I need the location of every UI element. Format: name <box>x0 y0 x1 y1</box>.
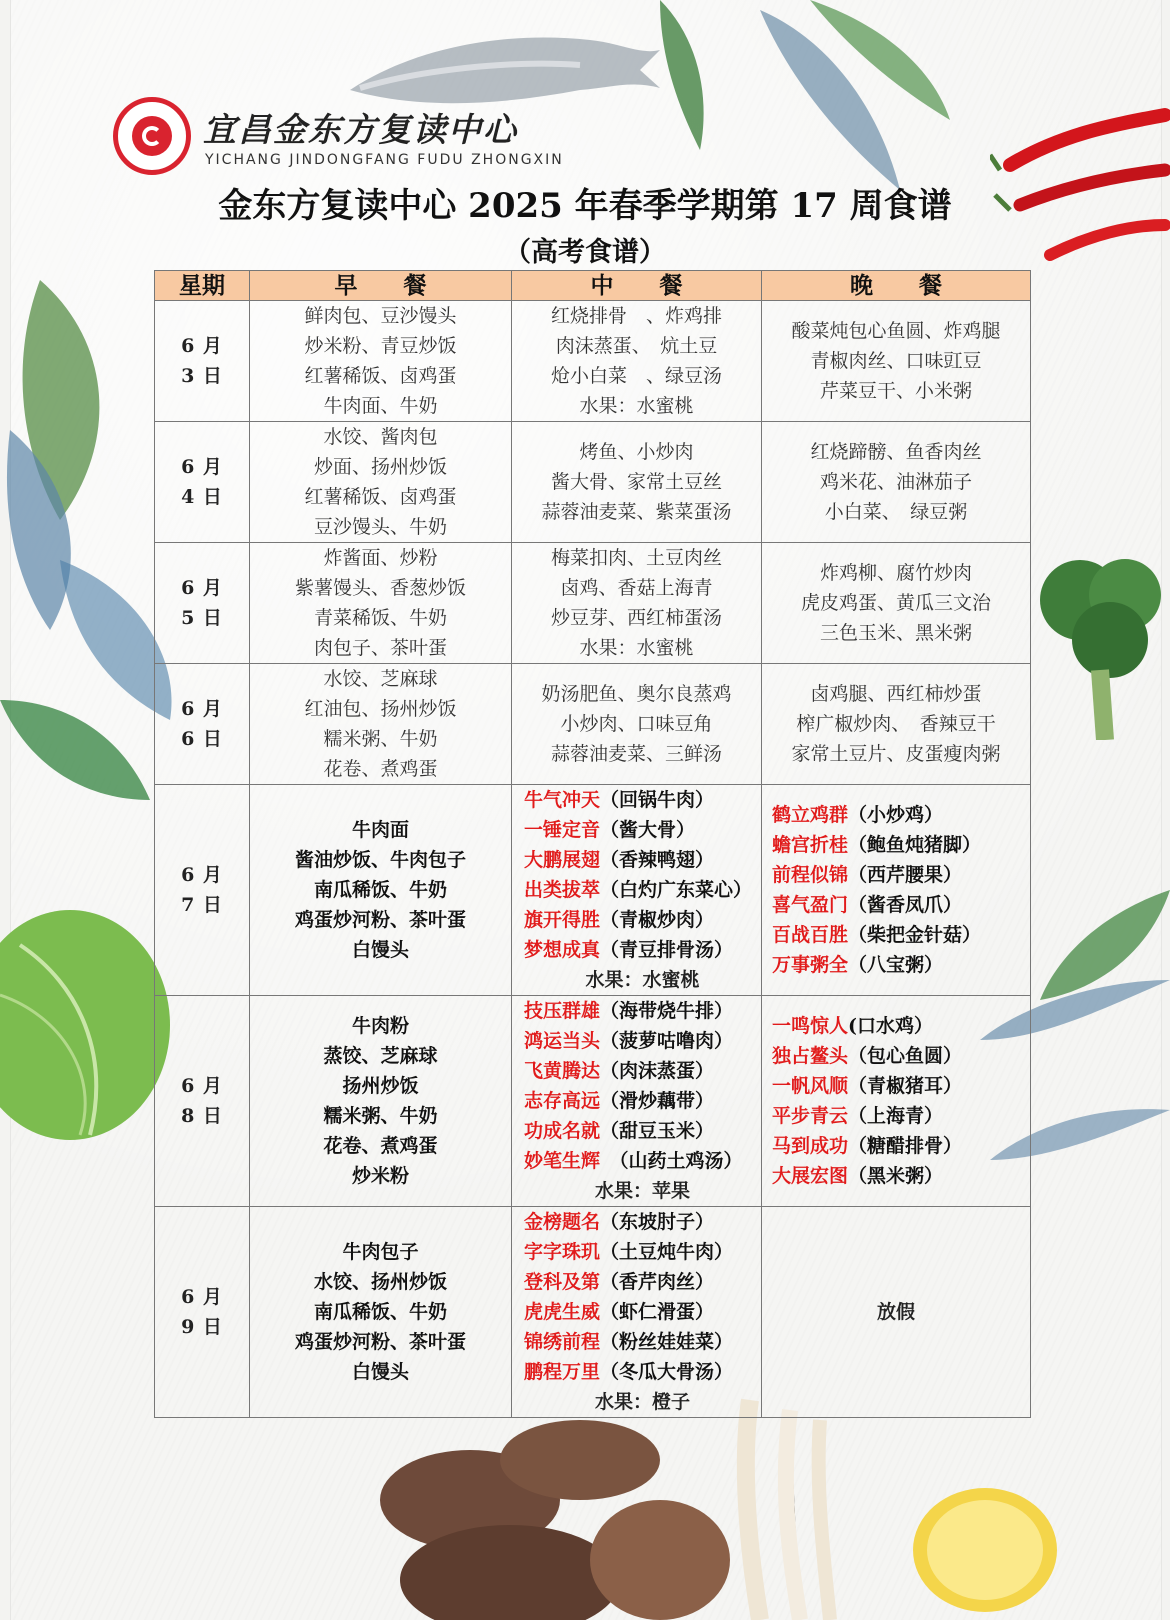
dish-blessing-phrase: 登科及第 <box>524 1271 601 1293</box>
dish-blessing-phrase: 百战百胜 <box>772 924 849 946</box>
lunch-dish <box>524 1146 761 1176</box>
day-date: 9 日 <box>181 1316 223 1338</box>
breakfast-item: 炒米粉、青豆炒饭 <box>304 335 457 357</box>
dinner-dish <box>772 950 1030 980</box>
dish-blessing-phrase: 飞黄腾达 <box>524 1060 601 1082</box>
mushroom-illustration <box>360 1390 920 1620</box>
dish-blessing-phrase: 大展宏图 <box>772 1165 849 1187</box>
day-date: 8 日 <box>181 1105 223 1127</box>
page-title: 金东方复读中心 2025 年春季学期第 17 周食谱 <box>218 186 952 226</box>
breakfast-cell <box>250 1207 512 1418</box>
dish-name: （八宝粥） <box>848 954 944 976</box>
day-cell <box>155 664 250 785</box>
lunch-item: 蒜蓉油麦菜、三鲜汤 <box>550 743 722 765</box>
lunch-dish <box>524 1357 761 1387</box>
dish-blessing-phrase: 旗开得胜 <box>524 909 601 931</box>
breakfast-item: 南瓜稀饭、牛奶 <box>313 1301 447 1323</box>
dinner-dish <box>772 1071 1030 1101</box>
dish-name: （酱大骨） <box>600 819 696 841</box>
dish-name: （青椒猪耳） <box>848 1075 963 1097</box>
lunch-item: 水果：水蜜桃 <box>579 637 694 659</box>
dinner-item: 青椒肉丝、口味豇豆 <box>810 350 982 372</box>
dish-name: （包心鱼圆） <box>848 1045 963 1067</box>
lunch-dish <box>524 935 761 965</box>
breakfast-item: 红薯稀饭、卤鸡蛋 <box>304 365 457 387</box>
lunch-dish <box>524 1086 761 1116</box>
lunch-dish <box>524 1297 761 1327</box>
breakfast-cell <box>250 422 512 543</box>
breakfast-item: 糯米粥、牛奶 <box>323 1105 438 1127</box>
dish-name: （海带烧牛排） <box>600 1000 734 1022</box>
lunch-item: 炝小白菜 、绿豆汤 <box>550 365 722 387</box>
school-logo <box>113 97 191 175</box>
lunch-dish <box>524 1207 761 1237</box>
day-cell <box>155 422 250 543</box>
dinner-cell <box>762 996 1031 1207</box>
dinner-dish <box>772 860 1030 890</box>
breakfast-cell <box>250 664 512 785</box>
lunch-item: 炒豆芽、西红柿蛋汤 <box>550 607 722 629</box>
breakfast-item: 酱油炒饭、牛肉包子 <box>294 849 466 871</box>
day-month: 6 月 <box>181 456 223 478</box>
lunch-item: 梅菜扣肉、土豆肉丝 <box>550 547 722 569</box>
dinner-dish <box>772 830 1030 860</box>
dish-name: （糖醋排骨） <box>848 1135 963 1157</box>
dinner-dish <box>772 1011 1030 1041</box>
lunch-cell <box>512 996 762 1207</box>
breakfast-item: 牛肉粉 <box>351 1015 409 1037</box>
breakfast-cell <box>250 543 512 664</box>
day-month: 6 月 <box>181 1075 223 1097</box>
breakfast-item: 花卷、煮鸡蛋 <box>323 758 438 780</box>
lunch-dish <box>524 1116 761 1146</box>
lunch-item: 红烧排骨 、炸鸡排 <box>550 305 722 327</box>
lunch-item: 烤鱼、小炒肉 <box>579 441 694 463</box>
dinner-dish <box>772 800 1030 830</box>
lunch-fruit: 水果：苹果 <box>594 1180 690 1202</box>
dinner-cell <box>762 301 1031 422</box>
brand-name-chinese: 宜昌金东方复读中心 <box>203 110 518 149</box>
lunch-item: 小炒肉、口味豆角 <box>560 713 713 735</box>
lunch-dish <box>524 785 761 815</box>
day-date: 6 日 <box>181 728 223 750</box>
lunch-dish <box>524 1327 761 1357</box>
day-month: 6 月 <box>181 864 223 886</box>
dish-blessing-phrase: 鹏程万里 <box>524 1361 601 1383</box>
dinner-dish <box>772 1161 1030 1191</box>
dish-blessing-phrase: 万事粥全 <box>772 954 849 976</box>
breakfast-item: 鸡蛋炒河粉、茶叶蛋 <box>294 909 466 931</box>
dinner-item: 酸菜炖包心鱼圆、炸鸡腿 <box>791 320 1001 342</box>
day-date: 3 日 <box>181 365 223 387</box>
breakfast-item: 南瓜稀饭、牛奶 <box>313 879 447 901</box>
dish-name: （小炒鸡） <box>848 804 944 826</box>
table-header-row <box>155 271 1031 301</box>
dish-blessing-phrase: 蟾宫折桂 <box>772 834 849 856</box>
breakfast-item: 肉包子、茶叶蛋 <box>313 637 447 659</box>
breakfast-item: 红薯稀饭、卤鸡蛋 <box>304 486 457 508</box>
dish-name: （东坡肘子） <box>600 1211 715 1233</box>
table-row <box>155 664 1031 785</box>
dish-blessing-phrase: 牛气冲天 <box>524 789 601 811</box>
dish-blessing-phrase: 功成名就 <box>524 1120 601 1142</box>
dish-blessing-phrase: 马到成功 <box>772 1135 849 1157</box>
breakfast-item: 青菜稀饭、牛奶 <box>313 607 447 629</box>
dinner-cell <box>762 1207 1031 1418</box>
day-cell <box>155 543 250 664</box>
dinner-item: 炸鸡柳、腐竹炒肉 <box>819 562 972 584</box>
lunch-dish <box>524 1237 761 1267</box>
dish-name: （白灼广东菜心） <box>600 879 753 901</box>
dinner-dish <box>772 890 1030 920</box>
holiday-label: 放假 <box>876 1301 915 1323</box>
header-weekday: 星期 <box>155 271 250 301</box>
breakfast-cell <box>250 301 512 422</box>
day-month: 6 月 <box>181 698 223 720</box>
lunch-dish <box>524 1267 761 1297</box>
dinner-item: 榨广椒炒肉、 香辣豆干 <box>796 713 996 735</box>
dish-blessing-phrase: 一帆风顺 <box>772 1075 849 1097</box>
breakfast-item: 炒米粉 <box>351 1165 409 1187</box>
dish-name: （土豆炖牛肉） <box>600 1241 734 1263</box>
breakfast-item: 炒面、扬州炒饭 <box>313 456 447 478</box>
breakfast-item: 花卷、煮鸡蛋 <box>323 1135 438 1157</box>
header-breakfast: 早 餐 <box>250 271 512 301</box>
day-month: 6 月 <box>181 335 223 357</box>
page-subtitle: （高考食谱） <box>504 237 666 268</box>
dinner-cell <box>762 664 1031 785</box>
table-row <box>155 301 1031 422</box>
lunch-item: 酱大骨、家常土豆丝 <box>550 471 722 493</box>
dish-blessing-phrase: 独占鳌头 <box>772 1045 849 1067</box>
lemon-illustration <box>905 1470 1065 1620</box>
lunch-cell <box>512 785 762 996</box>
leaf-illustration-top-right <box>640 0 960 200</box>
lunch-dish <box>524 1056 761 1086</box>
lunch-cell <box>512 301 762 422</box>
dish-blessing-phrase: 前程似锦 <box>772 864 849 886</box>
dish-blessing-phrase: 金榜题名 <box>524 1211 601 1233</box>
dish-blessing-phrase: 一鸣惊人 <box>772 1015 849 1037</box>
lunch-item: 蒜蓉油麦菜、紫菜蛋汤 <box>541 501 732 523</box>
breakfast-item: 牛肉面 <box>351 819 409 841</box>
dish-blessing-phrase: 喜气盈门 <box>772 894 849 916</box>
breakfast-item: 紫薯馒头、香葱炒饭 <box>294 577 466 599</box>
dish-name: （西芹腰果） <box>848 864 963 886</box>
lunch-dish <box>524 875 761 905</box>
header-dinner: 晚 餐 <box>762 271 1031 301</box>
dish-name: （黑米粥） <box>848 1165 944 1187</box>
breakfast-item: 水饺、芝麻球 <box>323 668 438 690</box>
breakfast-item: 豆沙馒头、牛奶 <box>313 516 447 538</box>
day-cell <box>155 301 250 422</box>
dish-name: （柴把金针菇） <box>848 924 982 946</box>
lunch-cell <box>512 422 762 543</box>
dinner-cell <box>762 543 1031 664</box>
lunch-cell <box>512 664 762 785</box>
dish-blessing-phrase: 鸿运当头 <box>524 1030 601 1052</box>
dish-blessing-phrase: 平步青云 <box>772 1105 849 1127</box>
breakfast-item: 扬州炒饭 <box>342 1075 419 1097</box>
broccoli-illustration <box>1010 540 1170 740</box>
dish-blessing-phrase: 大鹏展翅 <box>524 849 601 871</box>
dish-blessing-phrase: 妙笔生辉 <box>524 1150 601 1172</box>
lunch-dish <box>524 815 761 845</box>
dish-blessing-phrase: 梦想成真 <box>524 939 601 961</box>
dinner-cell <box>762 422 1031 543</box>
breakfast-item: 红油包、扬州炒饭 <box>304 698 457 720</box>
lunch-dish <box>524 996 761 1026</box>
table-row <box>155 1207 1031 1418</box>
day-date: 7 日 <box>181 894 223 916</box>
weekly-menu-table <box>154 270 1031 1418</box>
dish-blessing-phrase: 出类拔萃 <box>524 879 601 901</box>
dish-name: （甜豆玉米） <box>600 1120 715 1142</box>
dish-name: （冬瓜大骨汤） <box>600 1361 734 1383</box>
dinner-item: 家常土豆片、皮蛋瘦肉粥 <box>791 743 1001 765</box>
breakfast-item: 牛肉面、牛奶 <box>323 395 438 417</box>
dinner-cell <box>762 785 1031 996</box>
breakfast-item: 水饺、扬州炒饭 <box>313 1271 447 1293</box>
breakfast-item: 鲜肉包、豆沙馒头 <box>304 305 457 327</box>
dinner-item: 卤鸡腿、西红柿炒蛋 <box>810 683 982 705</box>
lunch-item: 卤鸡、香菇上海青 <box>560 577 713 599</box>
table-row <box>155 422 1031 543</box>
table-row <box>155 785 1031 996</box>
dish-blessing-phrase: 虎虎生威 <box>524 1301 601 1323</box>
dish-name: （酱香凤爪） <box>848 894 963 916</box>
lunch-dish <box>524 905 761 935</box>
lunch-item: 肉沫蒸蛋、 炕土豆 <box>555 335 718 357</box>
lunch-dish <box>524 1026 761 1056</box>
lunch-dish <box>524 845 761 875</box>
table-row <box>155 996 1031 1207</box>
day-date: 5 日 <box>181 607 223 629</box>
dish-name: （菠萝咕噜肉） <box>600 1030 734 1052</box>
dish-name: (口水鸡） <box>848 1015 934 1037</box>
lunch-item: 奶汤肥鱼、奥尔良蒸鸡 <box>541 683 732 705</box>
lunch-item: 水果：水蜜桃 <box>579 395 694 417</box>
day-month: 6 月 <box>181 577 223 599</box>
dish-blessing-phrase: 技压群雄 <box>524 1000 601 1022</box>
dish-blessing-phrase: 鹤立鸡群 <box>772 804 849 826</box>
dish-name: （上海青） <box>848 1105 944 1127</box>
dish-name: （青豆排骨汤） <box>600 939 734 961</box>
dish-name: （肉沫蒸蛋） <box>600 1060 715 1082</box>
dinner-dish <box>772 1101 1030 1131</box>
dish-name: （滑炒藕带） <box>600 1090 715 1112</box>
dish-blessing-phrase: 志存高远 <box>524 1090 601 1112</box>
breakfast-cell <box>250 996 512 1207</box>
lunch-fruit: 水果：橙子 <box>594 1391 690 1413</box>
breakfast-item: 白馒头 <box>351 939 409 961</box>
dish-name: （粉丝娃娃菜） <box>600 1331 734 1353</box>
lunch-fruit: 水果：水蜜桃 <box>585 969 700 991</box>
dish-name: （山药土鸡汤） <box>600 1150 743 1172</box>
day-date: 4 日 <box>181 486 223 508</box>
day-cell <box>155 996 250 1207</box>
dish-blessing-phrase: 字字珠玑 <box>524 1241 601 1263</box>
dinner-item: 小白菜、 绿豆粥 <box>824 501 968 523</box>
brand-name-english: YICHANG JINDONGFANG FUDU ZHONGXIN <box>205 152 564 168</box>
dish-name: （香辣鸭翅） <box>600 849 715 871</box>
breakfast-item: 鸡蛋炒河粉、茶叶蛋 <box>294 1331 466 1353</box>
dish-blessing-phrase: 一锤定音 <box>524 819 601 841</box>
dinner-dish <box>772 1131 1030 1161</box>
dinner-item: 鸡米花、油淋茄子 <box>819 471 972 493</box>
day-cell <box>155 785 250 996</box>
dinner-item: 红烧蹄髈、鱼香肉丝 <box>810 441 982 463</box>
breakfast-item: 白馒头 <box>351 1361 409 1383</box>
breakfast-cell <box>250 785 512 996</box>
day-month: 6 月 <box>181 1286 223 1308</box>
header-lunch: 中 餐 <box>512 271 762 301</box>
breakfast-item: 糯米粥、牛奶 <box>323 728 438 750</box>
dish-name: （回锅牛肉） <box>600 789 715 811</box>
lunch-cell <box>512 1207 762 1418</box>
breakfast-item: 炸酱面、炒粉 <box>323 547 438 569</box>
dish-name: （香芹肉丝） <box>600 1271 715 1293</box>
dish-blessing-phrase: 锦绣前程 <box>524 1331 601 1353</box>
dinner-dish <box>772 1041 1030 1071</box>
dish-name: （鲍鱼炖猪脚） <box>848 834 982 856</box>
table-row <box>155 543 1031 664</box>
dinner-item: 虎皮鸡蛋、黄瓜三文治 <box>800 592 991 614</box>
dish-name: （虾仁滑蛋） <box>600 1301 715 1323</box>
day-cell <box>155 1207 250 1418</box>
dinner-dish <box>772 920 1030 950</box>
dinner-item: 三色玉米、黑米粥 <box>819 622 972 644</box>
dish-name: （青椒炒肉） <box>600 909 715 931</box>
breakfast-item: 蒸饺、芝麻球 <box>323 1045 438 1067</box>
dinner-item: 芹菜豆干、小米粥 <box>819 380 972 402</box>
breakfast-item: 水饺、酱肉包 <box>323 426 438 448</box>
lunch-cell <box>512 543 762 664</box>
breakfast-item: 牛肉包子 <box>342 1241 419 1263</box>
